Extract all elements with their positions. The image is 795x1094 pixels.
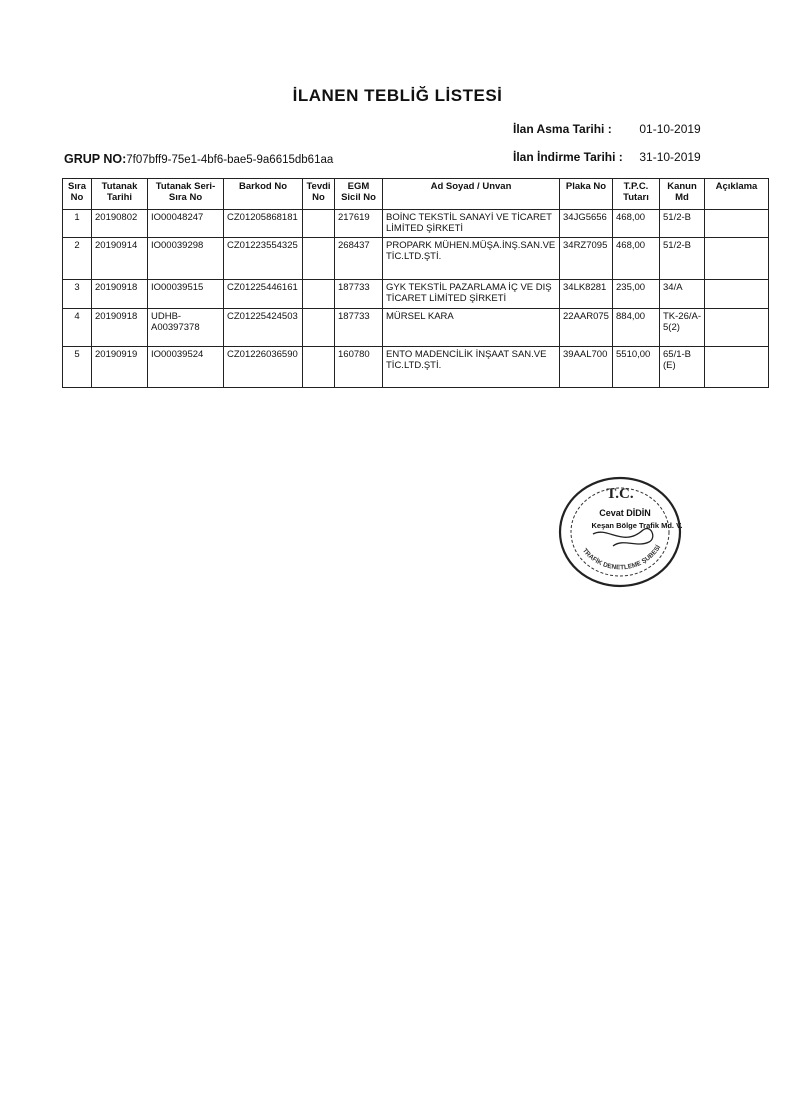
cell-kanun: 34/A xyxy=(660,280,705,309)
table-row xyxy=(63,280,769,309)
cell-tevdi xyxy=(303,347,335,388)
table-row xyxy=(63,238,769,280)
cell-unvan: BOİNC TEKSTİL SANAYİ VE TİCARET LİMİTED ŞİRKETİ xyxy=(383,210,560,238)
cell-aciklama xyxy=(705,309,769,347)
header-cell: Plaka No xyxy=(560,179,613,210)
ilan-asma-row xyxy=(513,122,701,136)
teblig-table xyxy=(62,178,769,388)
cell-tarih: 20190802 xyxy=(92,210,148,238)
table-header-row xyxy=(63,179,769,210)
cell-tevdi xyxy=(303,210,335,238)
header-cell: Açıklama xyxy=(705,179,769,210)
cell-plaka: 34JG5656 xyxy=(560,210,613,238)
header-cell: T.P.C. Tutarı xyxy=(613,179,660,210)
ilan-asma-value: 01-10-2019 xyxy=(639,122,701,136)
ilan-asma-label: İlan Asma Tarihi : xyxy=(513,122,612,136)
header-cell: EGM Sicil No xyxy=(335,179,383,210)
cell-sira: 3 xyxy=(63,280,92,309)
cell-seri: IO00039524 xyxy=(148,347,224,388)
cell-plaka: 22AAR075 xyxy=(560,309,613,347)
cell-barkod: CZ01226036590 xyxy=(224,347,303,388)
header-cell: Kanun Md xyxy=(660,179,705,210)
cell-aciklama xyxy=(705,280,769,309)
official-stamp xyxy=(553,468,687,590)
cell-barkod: CZ01225424503 xyxy=(224,309,303,347)
cell-kanun: TK-26/A-5(2) xyxy=(660,309,705,347)
cell-sira: 5 xyxy=(63,347,92,388)
cell-tutar: 5510,00 xyxy=(613,347,660,388)
stamp-signer-title: Keşan Bölge Trafik Md. V. xyxy=(591,521,683,530)
stamp-tc: T.C. xyxy=(606,486,634,502)
cell-aciklama xyxy=(705,238,769,280)
cell-egm: 217619 xyxy=(335,210,383,238)
cell-seri: IO00039515 xyxy=(148,280,224,309)
grup-no xyxy=(64,152,333,166)
cell-tarih: 20190918 xyxy=(92,280,148,309)
cell-sira: 1 xyxy=(63,210,92,238)
cell-kanun: 65/1-B (E) xyxy=(660,347,705,388)
cell-aciklama xyxy=(705,347,769,388)
cell-tutar: 884,00 xyxy=(613,309,660,347)
cell-tarih: 20190919 xyxy=(92,347,148,388)
cell-egm: 187733 xyxy=(335,309,383,347)
cell-tevdi xyxy=(303,309,335,347)
cell-tutar: 235,00 xyxy=(613,280,660,309)
header-cell: Tutanak Tarihi xyxy=(92,179,148,210)
table-row xyxy=(63,210,769,238)
cell-tutar: 468,00 xyxy=(613,238,660,280)
cell-tevdi xyxy=(303,280,335,309)
cell-tarih: 20190914 xyxy=(92,238,148,280)
cell-egm: 268437 xyxy=(335,238,383,280)
ilan-indirme-value: 31-10-2019 xyxy=(639,150,701,164)
cell-sira: 2 xyxy=(63,238,92,280)
grup-value: 7f07bff9-75e1-4bf6-bae5-9a6615db61aa xyxy=(126,154,334,166)
cell-tarih: 20190918 xyxy=(92,309,148,347)
cell-barkod: CZ01223554325 xyxy=(224,238,303,280)
cell-seri: IO00039298 xyxy=(148,238,224,280)
cell-aciklama xyxy=(705,210,769,238)
header-cell: Sıra No xyxy=(63,179,92,210)
table-row xyxy=(63,309,769,347)
page-title: İLANEN TEBLİĞ LİSTESİ xyxy=(292,86,503,105)
cell-plaka: 34LK8281 xyxy=(560,280,613,309)
ilan-indirme-label: İlan İndirme Tarihi : xyxy=(513,150,623,164)
cell-unvan: MÜRSEL KARA xyxy=(383,309,560,347)
table-row xyxy=(63,347,769,388)
cell-tevdi xyxy=(303,238,335,280)
cell-kanun: 51/2-B xyxy=(660,210,705,238)
cell-unvan: GYK TEKSTİL PAZARLAMA İÇ VE DIŞ TİCARET LİMİTED ŞİRKETİ xyxy=(383,280,560,309)
cell-tutar: 468,00 xyxy=(613,210,660,238)
cell-sira: 4 xyxy=(63,309,92,347)
cell-unvan: PROPARK MÜHEN.MÜŞA.İNŞ.SAN.VE TİC.LTD.ŞTİ. xyxy=(383,238,560,280)
cell-unvan: ENTO MADENCİLİK İNŞAAT SAN.VE TİC.LTD.ŞTİ. xyxy=(383,347,560,388)
cell-plaka: 39AAL700 xyxy=(560,347,613,388)
cell-kanun: 51/2-B xyxy=(660,238,705,280)
cell-egm: 160780 xyxy=(335,347,383,388)
cell-barkod: CZ01205868181 xyxy=(224,210,303,238)
stamp-signer-name: Cevat DİDİN xyxy=(599,508,651,518)
header-cell: Tutanak Seri-Sıra No xyxy=(148,179,224,210)
cell-seri: UDHB-A00397378 xyxy=(148,309,224,347)
cell-egm: 187733 xyxy=(335,280,383,309)
header-cell: Ad Soyad / Unvan xyxy=(383,179,560,210)
cell-seri: IO00048247 xyxy=(148,210,224,238)
signature-scribble xyxy=(593,529,653,546)
cell-plaka: 34RZ7095 xyxy=(560,238,613,280)
header-cell: Tevdi No xyxy=(303,179,335,210)
ilan-indirme-row xyxy=(513,150,701,164)
header-cell: Barkod No xyxy=(224,179,303,210)
stamp-bottom-arc: TRAFİK DENETLEME ŞUBESİ xyxy=(580,544,663,572)
grup-label: GRUP NO: xyxy=(64,152,127,166)
cell-barkod: CZ01225446161 xyxy=(224,280,303,309)
